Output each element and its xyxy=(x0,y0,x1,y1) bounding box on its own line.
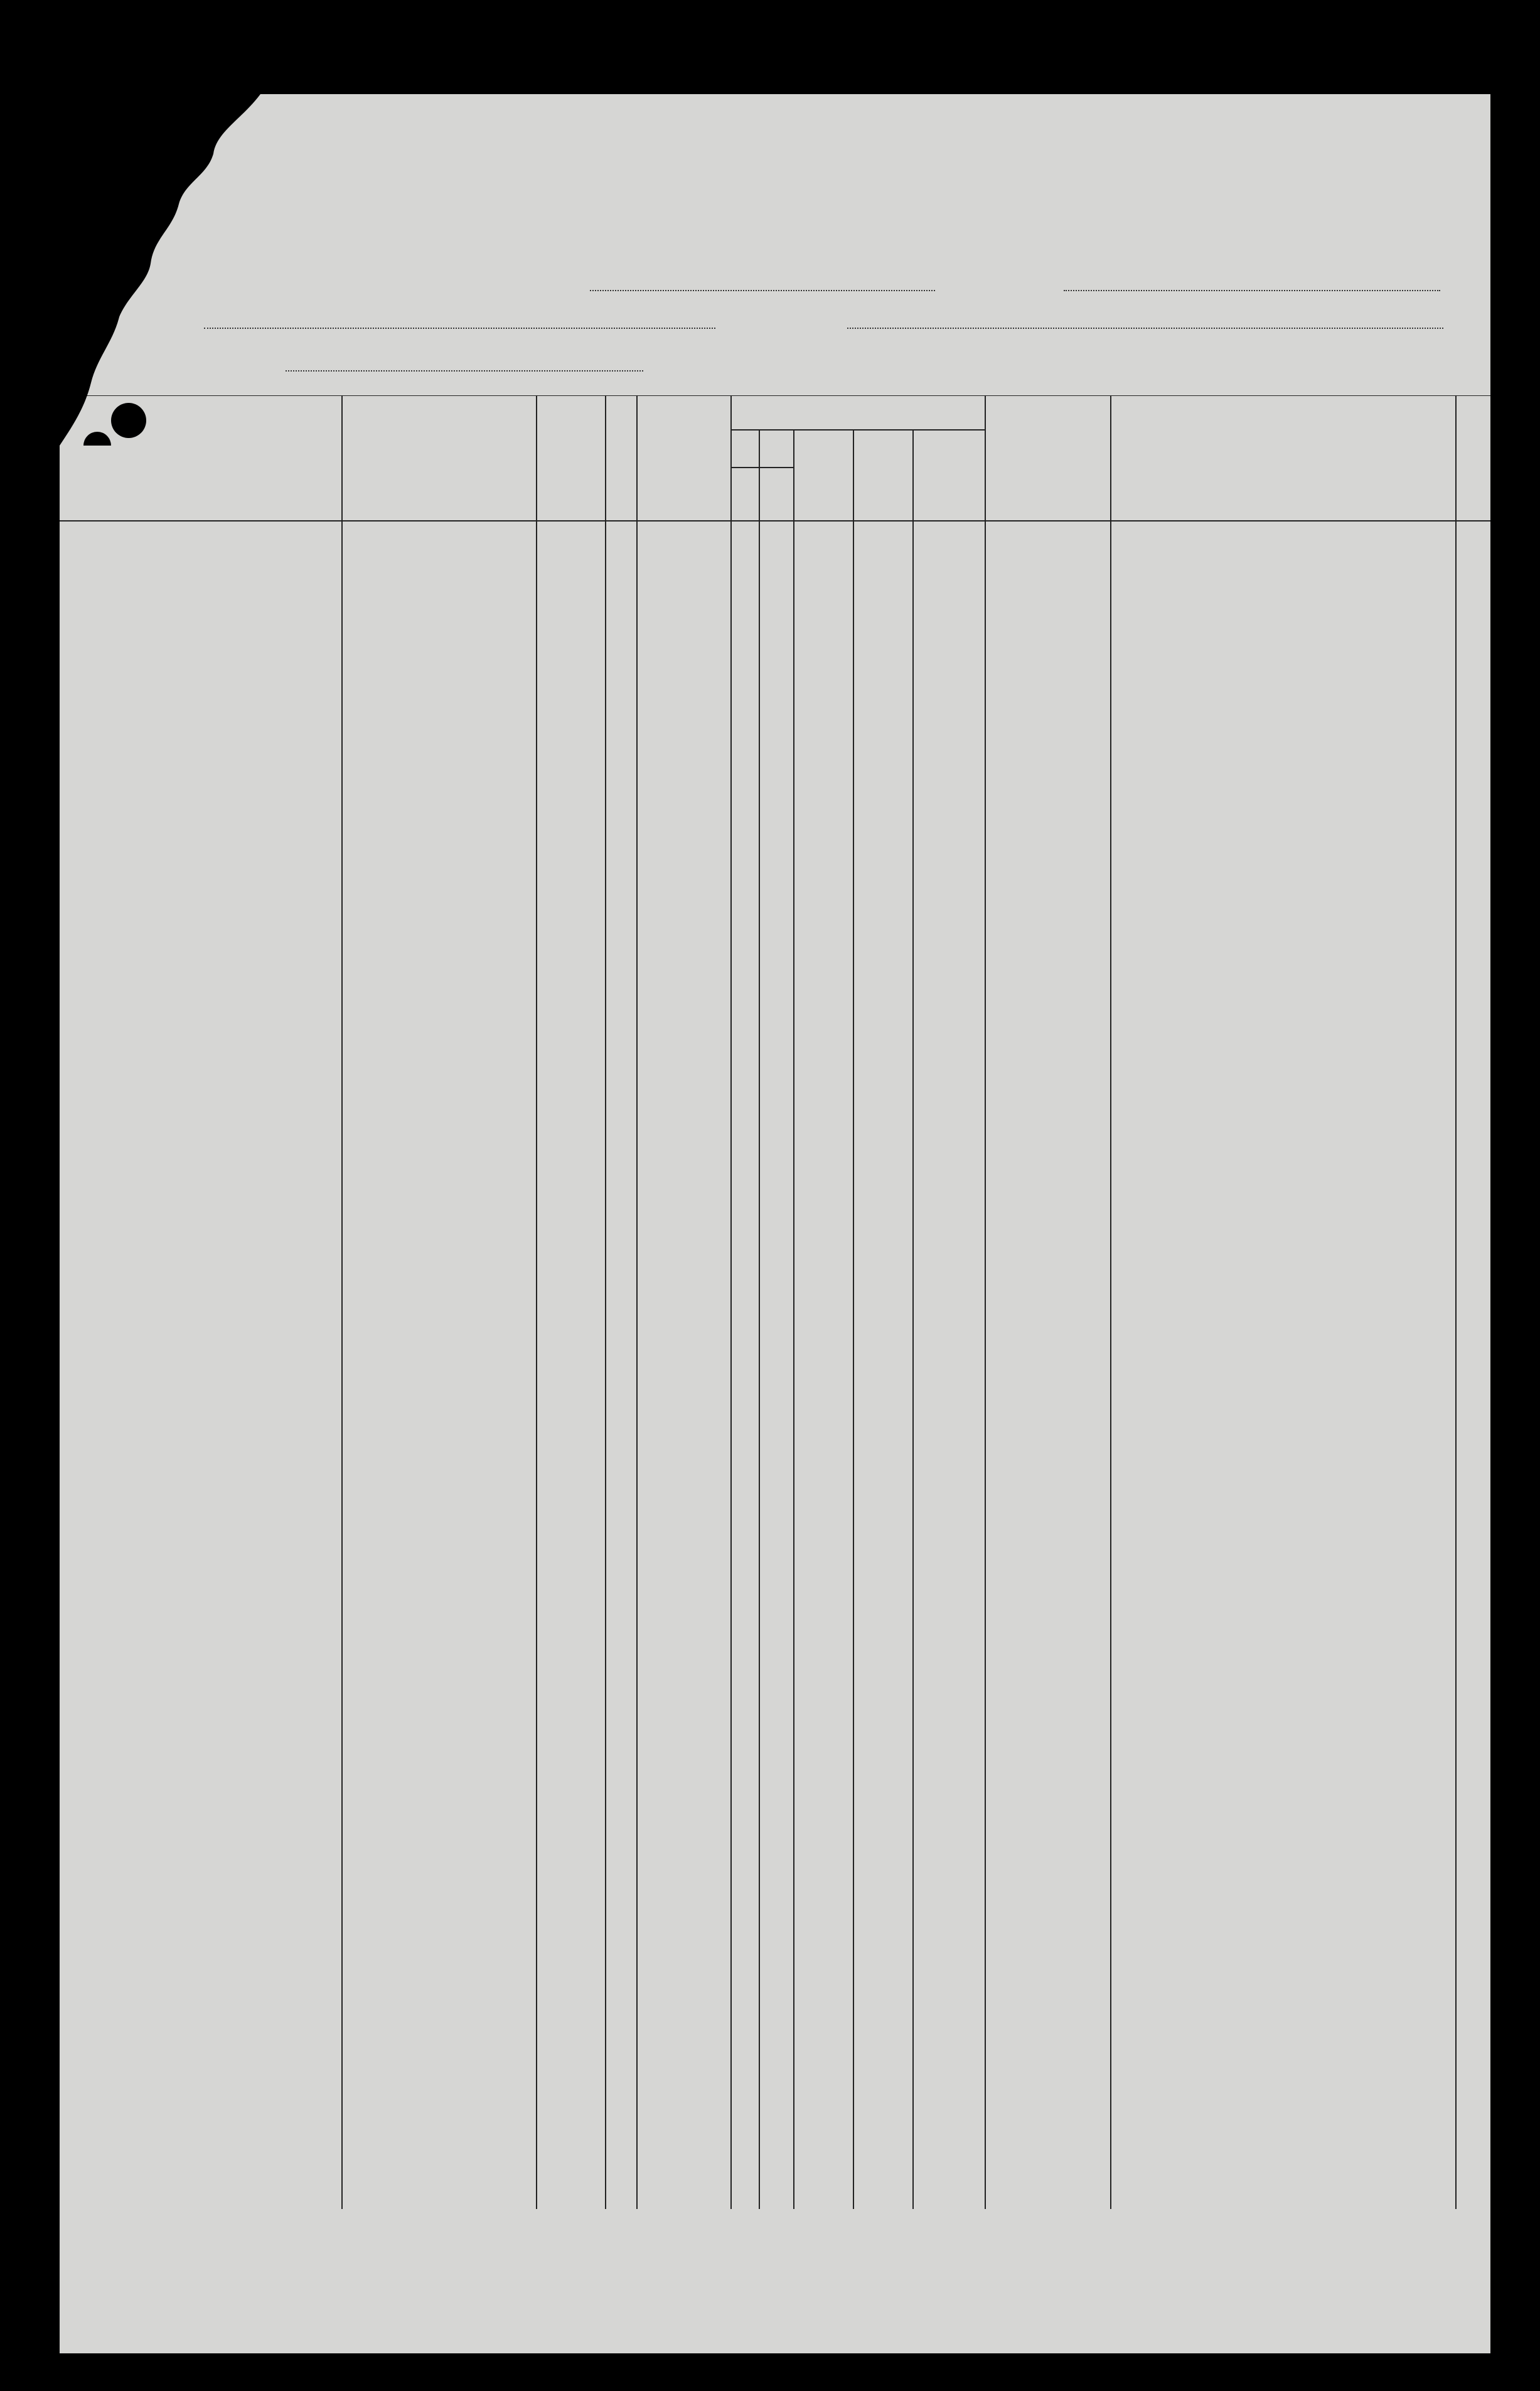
destination-blank xyxy=(847,328,1443,329)
rig-blank xyxy=(590,290,935,291)
port-blank xyxy=(204,328,715,329)
crew-list-page xyxy=(60,94,1490,2353)
table-grid xyxy=(60,395,1490,2209)
master-blank xyxy=(286,370,643,372)
vessel-blank xyxy=(1064,290,1440,291)
burn-damage xyxy=(60,94,260,446)
crew-ledger-table xyxy=(60,395,1490,2209)
